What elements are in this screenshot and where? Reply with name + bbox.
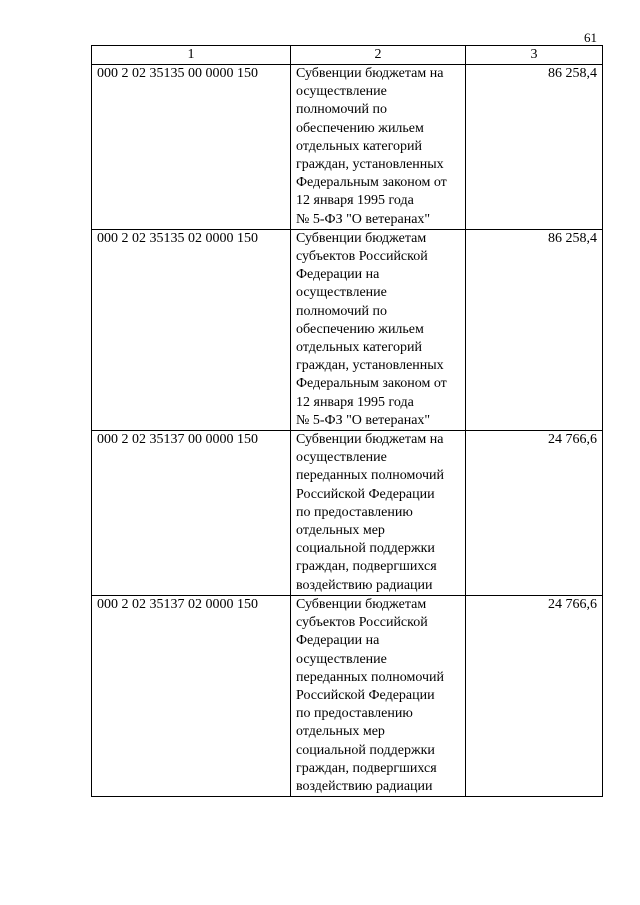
budget-description: Субвенции бюджетам субъектов Российской Федерации на осуществление полномочий по обеспечению жильем отдельных категорий граждан, установленных Федеральным законом от 12 января 1995 года № 5-ФЗ "О ветеранах": [291, 229, 466, 430]
budget-code: 000 2 02 35135 02 0000 150: [92, 229, 291, 430]
budget-table: [91, 45, 603, 797]
budget-amount: 86 258,4: [466, 65, 603, 230]
budget-description: Субвенции бюджетам субъектов Российской Федерации на осуществление переданных полномочий Российской Федерации по предоставлению отдельных мер социальной поддержки граждан, подвергшихся воздействию радиации: [291, 595, 466, 796]
budget-amount: 86 258,4: [466, 229, 603, 430]
budget-code: 000 2 02 35137 02 0000 150: [92, 595, 291, 796]
column-header-code: 1: [92, 46, 291, 65]
budget-amount: 24 766,6: [466, 431, 603, 596]
budget-amount: 24 766,6: [466, 595, 603, 796]
page-number: 61: [584, 30, 597, 45]
table-row: [92, 595, 603, 796]
column-header-description: 2: [291, 46, 466, 65]
budget-code: 000 2 02 35137 00 0000 150: [92, 431, 291, 596]
table-row: [92, 431, 603, 596]
column-header-amount: 3: [466, 46, 603, 65]
budget-description: Субвенции бюджетам на осуществление переданных полномочий Российской Федерации по предоставлению отдельных мер социальной поддержки граждан, подвергшихся воздействию радиации: [291, 431, 466, 596]
table-header-row: [92, 46, 603, 65]
budget-code: 000 2 02 35135 00 0000 150: [92, 65, 291, 230]
budget-description: Субвенции бюджетам на осуществление полномочий по обеспечению жильем отдельных категорий граждан, установленных Федеральным законом от 12 января 1995 года № 5-ФЗ "О ветеранах": [291, 65, 466, 230]
table-row: [92, 229, 603, 430]
table-row: [92, 65, 603, 230]
